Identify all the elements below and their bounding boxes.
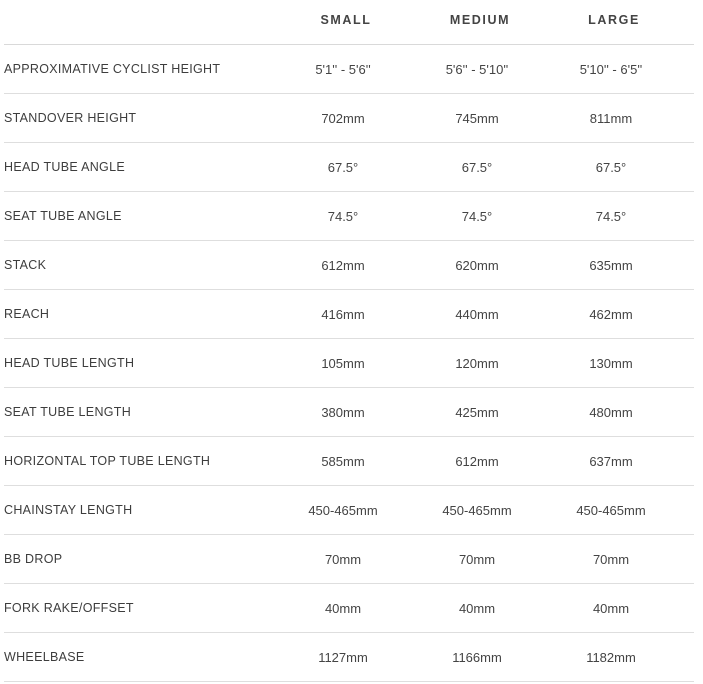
cell-medium: 70mm [458,551,496,567]
cell-small: 105mm [321,355,365,371]
row-label: CHAINSTAY LENGTH [4,503,133,517]
row-label: HEAD TUBE ANGLE [4,160,125,174]
cell-small: 380mm [321,404,365,420]
row-label: STACK [4,258,47,272]
cell-medium: 40mm [458,600,496,616]
row-label: APPROXIMATIVE CYCLIST HEIGHT [4,62,221,76]
cell-large: 40mm [592,600,630,616]
row-label: STANDOVER HEIGHT [4,111,137,125]
cell-small: 40mm [324,600,362,616]
cell-large: 70mm [592,551,630,567]
row-label: WHEELBASE [4,650,85,664]
table-row [4,535,694,584]
table-row [4,437,694,486]
cell-medium: 450-465mm [442,502,512,518]
cell-medium: 440mm [455,306,499,322]
cell-medium: 74.5° [461,208,493,224]
cell-large: 5'10'' - 6'5'' [579,61,643,77]
geometry-table [4,0,694,682]
cell-small: 612mm [321,257,365,273]
table-row [4,143,694,192]
row-label: SEAT TUBE ANGLE [4,209,122,223]
cell-large: 1182mm [586,649,636,665]
cell-medium: 620mm [455,257,499,273]
cell-large: 635mm [589,257,633,273]
cell-small: 67.5° [327,159,359,175]
table-header-row [4,0,694,45]
cell-small: 450-465mm [308,502,378,518]
cell-small: 1127mm [318,649,368,665]
cell-medium: 67.5° [461,159,493,175]
table-body [4,45,694,682]
table-row [4,633,694,682]
cell-medium: 612mm [455,453,499,469]
row-label: REACH [4,307,50,321]
cell-small: 702mm [321,110,365,126]
table-row [4,241,694,290]
cell-medium: 1166mm [452,649,502,665]
cell-small: 74.5° [327,208,359,224]
cell-large: 130mm [589,355,633,371]
cell-large: 67.5° [595,159,627,175]
cell-small: 5'1'' - 5'6'' [315,61,371,77]
cell-small: 70mm [324,551,362,567]
row-label: FORK RAKE/OFFSET [4,601,134,615]
cell-large: 811mm [589,110,633,126]
cell-small: 416mm [321,306,365,322]
row-label: BB DROP [4,552,63,566]
table-row [4,584,694,633]
table-row [4,94,694,143]
row-label: HEAD TUBE LENGTH [4,356,135,370]
row-label: SEAT TUBE LENGTH [4,405,132,419]
cell-medium: 5'6'' - 5'10'' [445,61,509,77]
table-row [4,486,694,535]
table-row [4,339,694,388]
cell-medium: 745mm [455,110,499,126]
cell-large: 480mm [589,404,633,420]
table-row [4,192,694,241]
cell-large: 74.5° [595,208,627,224]
header-large: LARGE [588,13,640,27]
header-small: SMALL [320,13,372,27]
cell-large: 637mm [589,453,633,469]
cell-medium: 425mm [455,404,499,420]
cell-medium: 120mm [455,355,499,371]
row-label: HORIZONTAL TOP TUBE LENGTH [4,454,211,468]
cell-small: 585mm [321,453,365,469]
cell-large: 450-465mm [576,502,646,518]
table-row [4,290,694,339]
header-medium: MEDIUM [449,13,511,27]
table-row [4,45,694,94]
table-row [4,388,694,437]
cell-large: 462mm [589,306,633,322]
